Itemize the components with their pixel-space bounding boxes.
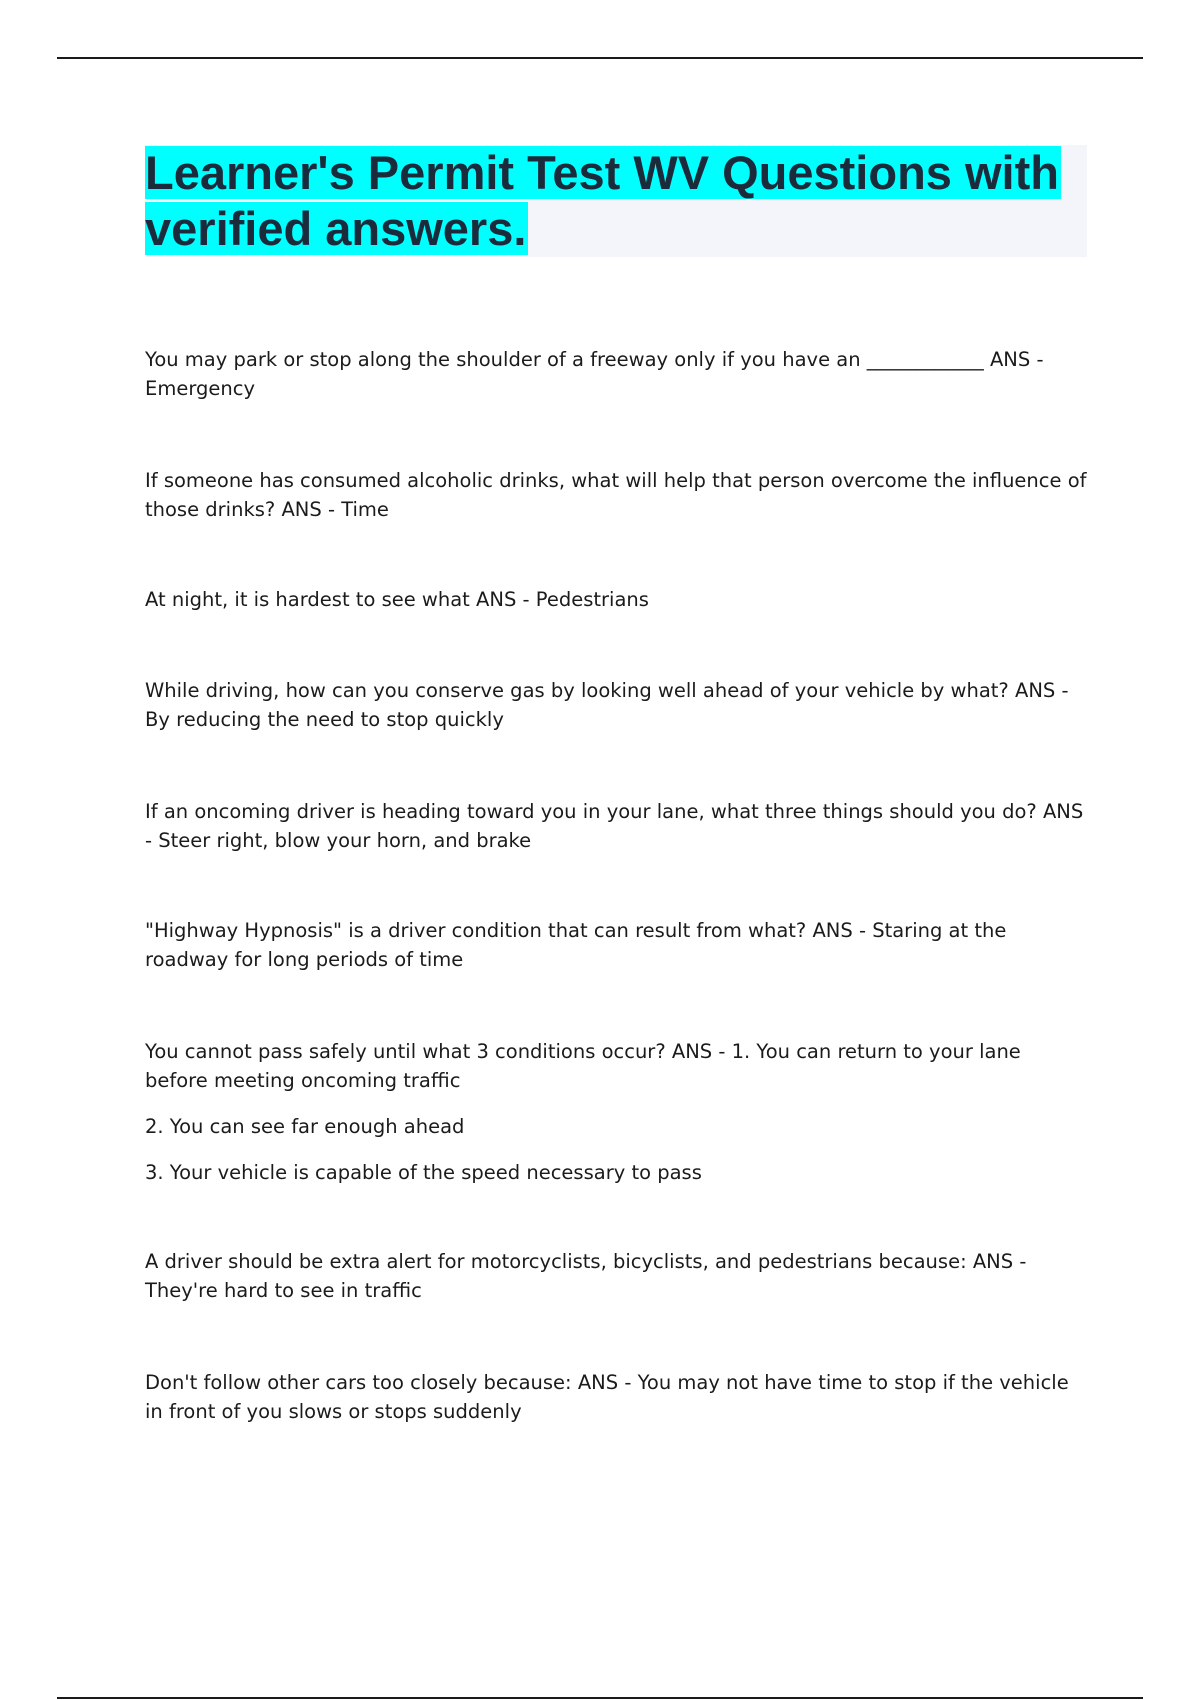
- qa-item-8: [145, 1247, 1087, 1305]
- qa-item-3: [145, 585, 1087, 614]
- qa-text: Don't follow other cars too closely because: ANS - You may not have time to stop if the vehicle in front of you slows or stops suddenly: [145, 1371, 1069, 1423]
- qa-text: You cannot pass safely until what 3 conditions occur? ANS - 1. You can return to your lane before meeting oncoming traffic: [145, 1040, 1021, 1092]
- qa-item-4: [145, 676, 1087, 734]
- qa-text: "Highway Hypnosis" is a driver condition that can result from what? ANS - Staring at the roadway for long periods of time: [145, 919, 1007, 971]
- qa-subitem: 3. Your vehicle is capable of the speed necessary to pass: [145, 1161, 702, 1184]
- qa-item-5: [145, 797, 1087, 855]
- title-block: [145, 145, 1087, 257]
- qa-item-6: [145, 916, 1087, 974]
- document-title: [145, 145, 1087, 257]
- qa-text: At night, it is hardest to see what ANS - Pedestrians: [145, 588, 649, 611]
- qa-item-9: [145, 1368, 1087, 1426]
- qa-item-2: [145, 466, 1087, 524]
- footer-rule: [57, 1697, 1143, 1699]
- qa-subitem: 2. You can see far enough ahead: [145, 1115, 465, 1138]
- qa-item-1: [145, 345, 1087, 403]
- qa-text: A driver should be extra alert for motorcyclists, bicyclists, and pedestrians because: ANS - They're hard to see in traffic: [145, 1250, 1027, 1302]
- qa-text: While driving, how can you conserve gas by looking well ahead of your vehicle by what? ANS - By reducing the need to stop quickly: [145, 679, 1069, 731]
- title-highlight: Learner's Permit Test WV Questions with verified answers.: [145, 146, 1059, 255]
- qa-text: If an oncoming driver is heading toward you in your lane, what three things should you do? ANS - Steer right, blow your horn, and brake: [145, 800, 1084, 852]
- header-rule: [57, 57, 1143, 59]
- qa-text: If someone has consumed alcoholic drinks, what will help that person overcome the influence of those drinks? ANS - Time: [145, 469, 1087, 521]
- qa-text: You may park or stop along the shoulder of a freeway only if you have an ____________ ANS - Emergency: [145, 348, 1044, 400]
- qa-item-7: [145, 1037, 1087, 1187]
